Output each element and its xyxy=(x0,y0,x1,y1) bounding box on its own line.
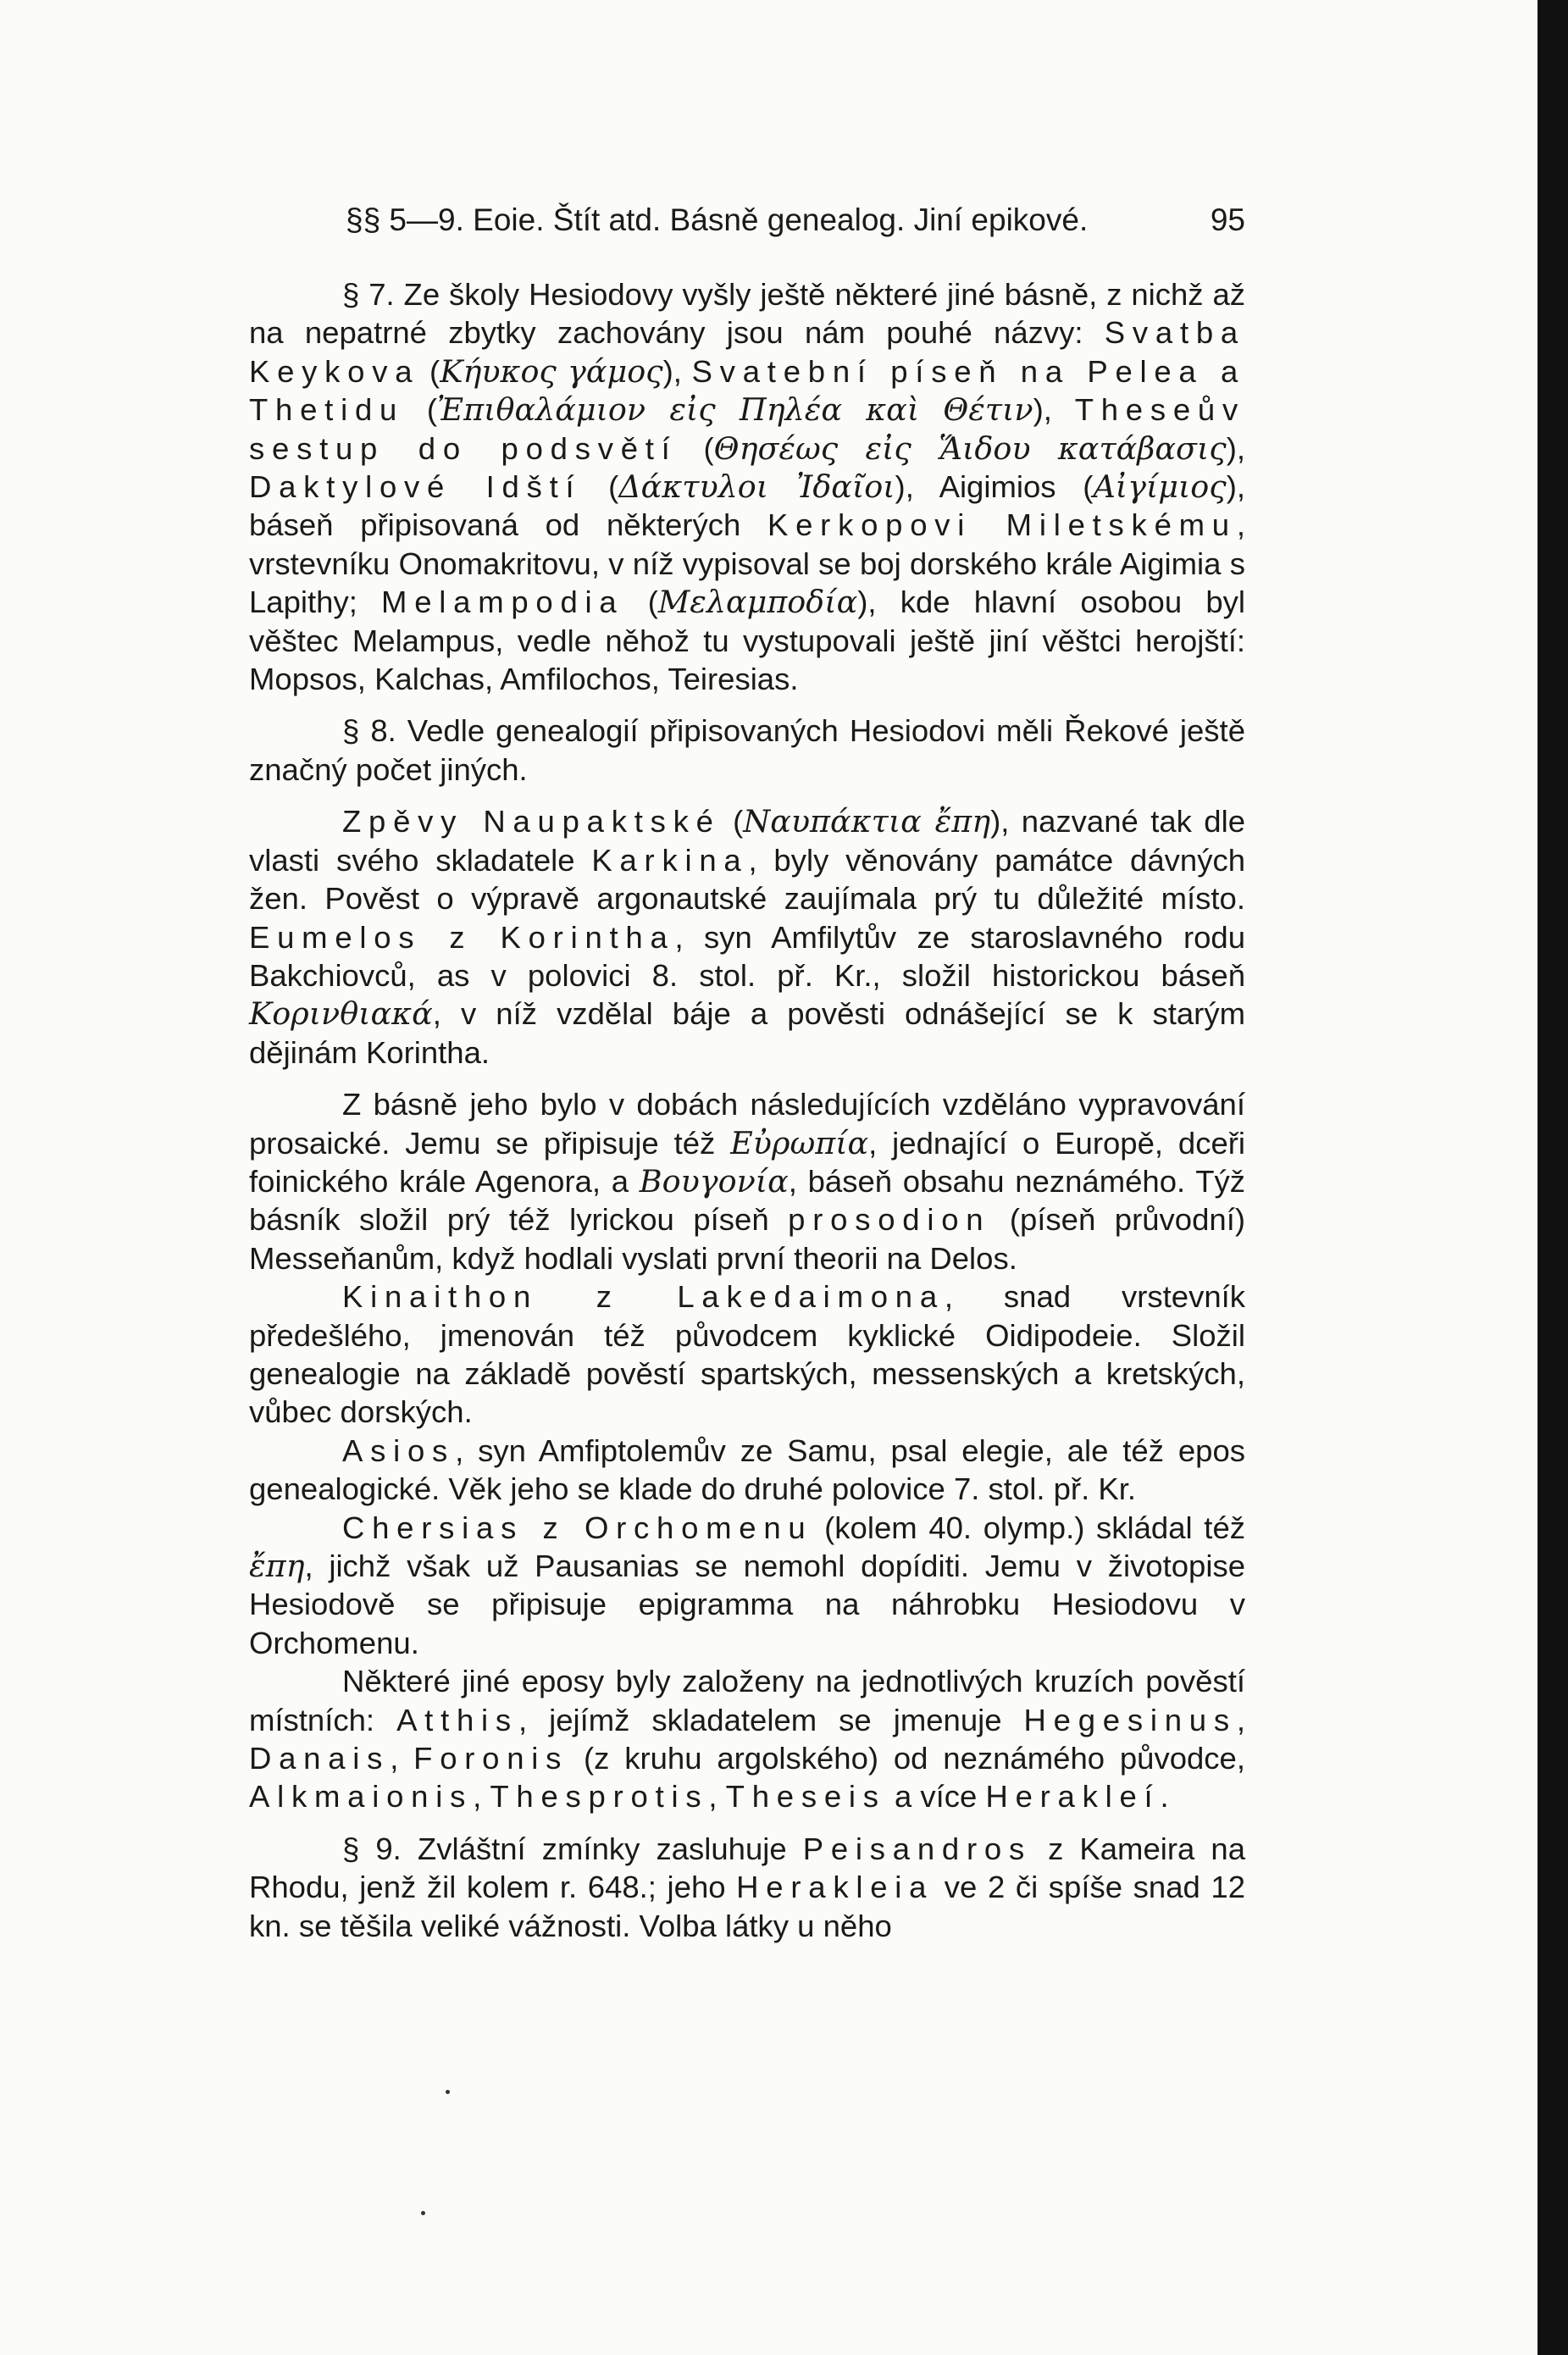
spaced-title: prosodion xyxy=(788,1202,991,1238)
spaced-title: Kerkopovi Miletskému xyxy=(767,507,1237,543)
text-run: Z básně jeho bylo v dobách následujících vzděláno vypravování prosaické. Jemu se připisuje též xyxy=(249,1087,1245,1161)
spaced-title: Asios xyxy=(342,1432,456,1468)
greek-title: Θησέως εἰς Ἅιδου κατάβασις xyxy=(713,429,1227,467)
spaced-title: Zpěvy Naupaktské xyxy=(342,804,721,839)
text-run: , jejímž skladatelem se jmenuje xyxy=(518,1702,1024,1737)
text-run: , jichž však už Pausanias se nemohl dopíditi. Jemu v životopise Hesiodově se připisuje epigramma na náhrobku Hesiodovu v Orchomenu. xyxy=(249,1549,1245,1660)
page-body xyxy=(249,275,1245,1945)
text-run: z Kameira na Rhodu, jenž žil kolem r. 648.; jeho xyxy=(249,1831,1245,1905)
greek-title: Δάκτυλοι Ἰδαῖοι xyxy=(618,468,895,506)
spaced-title: Theseův sestup do podsvětí xyxy=(249,392,1246,466)
text-run: , xyxy=(1236,1702,1245,1737)
page-number: 95 xyxy=(1210,202,1245,237)
paragraph-z-basne xyxy=(249,1085,1245,1277)
text-run: ), xyxy=(1226,430,1246,466)
spaced-title: Hegesinus xyxy=(1023,1702,1237,1737)
text-run: , syn Amfiptolemův ze Samu, psal elegie, ale též epos genealogické. Věk jeho se klade do druhé polovice 7. stol. př. Kr. xyxy=(249,1432,1245,1507)
spaced-title: Herakleia xyxy=(736,1870,934,1905)
greek-title: Ναυπάκτια ἔπη xyxy=(743,803,991,840)
text-run: , snad vrstevník předešlého, jmenován též původcem kyklické Oidipodeie. Složil genealogie na základě pověstí spartských, messenských a kretských, vůbec dorských. xyxy=(249,1279,1246,1430)
greek-title: Κορινθιακά xyxy=(249,995,433,1033)
greek-title: Βουγονία xyxy=(639,1162,789,1200)
spaced-title: Peisandros xyxy=(802,1831,1032,1866)
text-run: Některé jiné eposy byly založeny na jednotlivých kruzích pověstí místních: xyxy=(249,1664,1245,1737)
text-run: , xyxy=(390,1741,414,1776)
spaced-title: Theseis xyxy=(725,1779,886,1815)
paragraph-chersias xyxy=(249,1509,1245,1663)
paragraph-eposy xyxy=(249,1662,1245,1816)
spaced-title: Foronis xyxy=(413,1741,569,1776)
greek-title: Εὐρωπία xyxy=(730,1124,869,1161)
paragraph-zpevy-naupaktske xyxy=(249,802,1245,1072)
text-run: (z kruhu argolského) od neznámého původce, xyxy=(568,1741,1245,1776)
text-run: ), kde hlavní osobou byl věštec Melampus, vedle něhož tu vystupovali ještě jiní věštci herojští: Mopsos, Kalchas, Amfilochos, Teiresias. xyxy=(249,585,1246,697)
text-run: , xyxy=(708,1779,726,1815)
paragraph-asios xyxy=(249,1432,1245,1509)
spaced-title: Daktylové Idští xyxy=(249,469,582,505)
greek-title: Ἐπιθαλάμιον εἰς Πηλέα καὶ Θέτιν xyxy=(437,391,1033,429)
text-run: ( xyxy=(720,804,744,839)
paragraph-kinaithon xyxy=(249,1277,1245,1432)
text-run: § 8. Vedle genealogií připisovaných Hesiodovi měli Řekové ještě značný počet jiných. xyxy=(249,713,1245,787)
greek-title: Κήυκος γάμος xyxy=(440,352,663,390)
stray-mark xyxy=(446,2090,450,2094)
text-run: , v níž vzdělal báje a pověsti odnášející se k starým dějinám Korintha. xyxy=(249,996,1245,1070)
text-run: ve 2 či spíše snad 12 kn. se těšila veliké vážnosti. Volba látky u něho xyxy=(249,1870,1245,1943)
text-run: ( xyxy=(404,392,438,428)
greek-title: Μελαμποδία xyxy=(657,584,858,621)
text-run: ( xyxy=(623,585,658,620)
spaced-title: Alkmaionis xyxy=(249,1779,474,1815)
text-run: , syn Amfilytův ze staroslavného rodu Bakchiovců, as v polovici 8. stol. př. Kr., složil historickou báseň xyxy=(249,919,1245,993)
spaced-title: Kinaithon z Lakedaimona xyxy=(342,1279,945,1315)
spaced-title: Herakleí xyxy=(985,1779,1161,1815)
text-run: , byly věnovány památce dávných žen. Pověst o výpravě argonautské zaujímala prý tu důležité místo. xyxy=(249,842,1245,917)
spaced-title: Thesprotis xyxy=(490,1779,709,1815)
running-title: §§ 5—9. Eoie. Štít atd. Básně genealog. Jiní epikové. xyxy=(346,202,1089,237)
text-run: , vrstevníku Onomakritovu, v níž vypisoval se boj dorského krále Aigimia s Lapithy; xyxy=(249,507,1246,620)
spaced-title: Eumelos z Korintha xyxy=(249,919,675,955)
paragraph-section-9 xyxy=(249,1830,1245,1945)
text-run: , báseň obsahu neznámého. Týž básník složil prý též lyrickou píseň xyxy=(249,1163,1245,1238)
text-run: , jednající o Europě, dceři foinického krále Agenora, a xyxy=(249,1125,1246,1199)
spaced-title: Svatba Keykova xyxy=(249,315,1245,389)
text-run: ), Aigimios ( xyxy=(895,469,1094,505)
text-run: § 7. Ze školy Hesiodovy vyšly ještě některé jiné básně, z nichž až na nepatrné zbytky zachovány jsou nám pouhé názvy: xyxy=(249,277,1245,351)
text-run: (kolem 40. olymp.) skládal též xyxy=(812,1510,1245,1545)
greek-title: ἔπη xyxy=(249,1548,305,1584)
stray-mark xyxy=(421,2211,425,2215)
greek-title: Αἰγίμιος xyxy=(1093,468,1227,506)
spaced-title: Chersias z Orchomenu xyxy=(342,1510,813,1545)
text-run: ), xyxy=(1033,392,1075,428)
spaced-title: Svatební píseň na Pelea a Thetidu xyxy=(249,353,1246,428)
text-run: , xyxy=(473,1779,490,1815)
paragraph-section-7 xyxy=(249,275,1245,698)
text-run: ), báseň připisovaná od některých xyxy=(249,469,1245,543)
spaced-title: Atthis xyxy=(396,1702,518,1737)
text-run: ( xyxy=(581,469,619,505)
spaced-title: Danais xyxy=(249,1741,391,1776)
spaced-title: Melampodia xyxy=(381,585,624,620)
text-run: a více xyxy=(885,1779,986,1815)
text-run: (píseň průvodní) Messeňanům, když hodlali vyslati první theorii na Delos. xyxy=(249,1202,1245,1276)
text-run: § 9. Zvláštní zmínky zasluhuje xyxy=(342,1831,803,1866)
text-run: ( xyxy=(419,353,440,389)
text-run: . xyxy=(1160,1779,1169,1815)
text-run: ( xyxy=(677,430,714,466)
text-run: ), nazvané tak dle vlasti svého skladatele xyxy=(249,804,1245,878)
text-run: ), xyxy=(662,353,692,389)
spaced-title: Karkina xyxy=(591,842,749,878)
paragraph-section-8 xyxy=(249,712,1245,789)
